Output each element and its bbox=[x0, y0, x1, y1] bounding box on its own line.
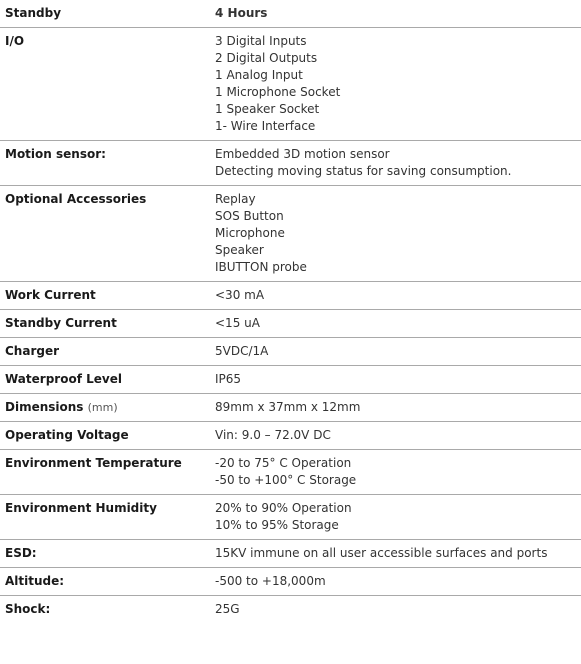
spec-value-line: Microphone bbox=[215, 226, 285, 240]
spec-value-line: IP65 bbox=[215, 372, 242, 386]
spec-value-cell bbox=[210, 450, 581, 495]
spec-row bbox=[0, 495, 581, 540]
spec-label-cell bbox=[0, 0, 210, 28]
spec-value-line: Detecting moving status for saving consumption. bbox=[215, 164, 512, 178]
spec-value-line: -20 to 75° C Operation bbox=[215, 456, 352, 470]
spec-label: Waterproof Level bbox=[5, 372, 122, 386]
spec-row bbox=[0, 540, 581, 568]
spec-value-cell bbox=[210, 422, 581, 450]
spec-value-cell bbox=[210, 394, 581, 422]
spec-value-cell bbox=[210, 28, 581, 141]
spec-value-line: 3 Digital Inputs bbox=[215, 34, 307, 48]
spec-label: Dimensions bbox=[5, 400, 84, 414]
spec-value-cell bbox=[210, 310, 581, 338]
spec-row bbox=[0, 282, 581, 310]
spec-value-line: 20% to 90% Operation bbox=[215, 501, 352, 515]
spec-value-cell bbox=[210, 282, 581, 310]
spec-row bbox=[0, 394, 581, 422]
spec-row bbox=[0, 28, 581, 141]
spec-label-cell bbox=[0, 282, 210, 310]
spec-value-line: Replay bbox=[215, 192, 256, 206]
spec-value-cell bbox=[210, 141, 581, 186]
spec-value-cell bbox=[210, 540, 581, 568]
spec-label: I/O bbox=[5, 34, 25, 48]
spec-value-line: Vin: 9.0 – 72.0V DC bbox=[215, 428, 331, 442]
spec-label-cell bbox=[0, 568, 210, 596]
spec-label: Standby bbox=[5, 6, 62, 20]
spec-label: ESD: bbox=[5, 546, 37, 560]
spec-value-line: -500 to +18,000m bbox=[215, 574, 326, 588]
spec-value-line: 15KV immune on all user accessible surfaces and ports bbox=[215, 546, 548, 560]
spec-label-cell bbox=[0, 141, 210, 186]
spec-label-cell bbox=[0, 394, 210, 422]
spec-value-line: 1 Analog Input bbox=[215, 68, 303, 82]
spec-value-line: 1 Microphone Socket bbox=[215, 85, 341, 99]
spec-label-cell bbox=[0, 422, 210, 450]
spec-label: Motion sensor: bbox=[5, 147, 106, 161]
spec-value-line: 4 Hours bbox=[215, 6, 268, 20]
spec-label-cell bbox=[0, 28, 210, 141]
spec-value-line: <15 uA bbox=[215, 316, 260, 330]
spec-label-cell bbox=[0, 495, 210, 540]
spec-label-cell bbox=[0, 596, 210, 624]
spec-value-line: IBUTTON probe bbox=[215, 260, 307, 274]
spec-label: Operating Voltage bbox=[5, 428, 129, 442]
spec-row bbox=[0, 450, 581, 495]
spec-label-cell bbox=[0, 186, 210, 282]
spec-label-cell bbox=[0, 450, 210, 495]
spec-value-line: -50 to +100° C Storage bbox=[215, 473, 357, 487]
spec-value-cell bbox=[210, 596, 581, 624]
spec-row bbox=[0, 568, 581, 596]
spec-label: Environment Temperature bbox=[5, 456, 182, 470]
spec-value-cell bbox=[210, 0, 581, 28]
spec-value-line: 89mm x 37mm x 12mm bbox=[215, 400, 361, 414]
spec-label: Environment Humidity bbox=[5, 501, 157, 515]
spec-label: Charger bbox=[5, 344, 60, 358]
spec-value-line: 1- Wire Interface bbox=[215, 119, 316, 133]
spec-row bbox=[0, 596, 581, 624]
spec-value-cell bbox=[210, 495, 581, 540]
spec-row bbox=[0, 366, 581, 394]
spec-label: Shock: bbox=[5, 602, 51, 616]
spec-value-line: Speaker bbox=[215, 243, 264, 257]
spec-value-line: 2 Digital Outputs bbox=[215, 51, 318, 65]
spec-value-cell bbox=[210, 338, 581, 366]
spec-label: Work Current bbox=[5, 288, 96, 302]
spec-row bbox=[0, 0, 581, 28]
spec-label-cell bbox=[0, 540, 210, 568]
spec-value-line: 1 Speaker Socket bbox=[215, 102, 320, 116]
spec-row bbox=[0, 310, 581, 338]
spec-label-unit: (mm) bbox=[87, 401, 118, 414]
spec-label: Standby Current bbox=[5, 316, 117, 330]
spec-label: Altitude: bbox=[5, 574, 65, 588]
spec-label-cell bbox=[0, 366, 210, 394]
spec-row bbox=[0, 186, 581, 282]
spec-value-cell bbox=[210, 366, 581, 394]
spec-value-line: 25G bbox=[215, 602, 240, 616]
spec-label: Optional Accessories bbox=[5, 192, 147, 206]
spec-value-line: 5VDC/1A bbox=[215, 344, 269, 358]
spec-value-cell bbox=[210, 186, 581, 282]
spec-row bbox=[0, 422, 581, 450]
spec-value-line: 10% to 95% Storage bbox=[215, 518, 339, 532]
spec-value-cell bbox=[210, 568, 581, 596]
spec-label-cell bbox=[0, 310, 210, 338]
spec-label-cell bbox=[0, 338, 210, 366]
spec-value-line: <30 mA bbox=[215, 288, 265, 302]
spec-value-line: Embedded 3D motion sensor bbox=[215, 147, 390, 161]
spec-row bbox=[0, 141, 581, 186]
spec-value-line: SOS Button bbox=[215, 209, 284, 223]
spec-row bbox=[0, 338, 581, 366]
